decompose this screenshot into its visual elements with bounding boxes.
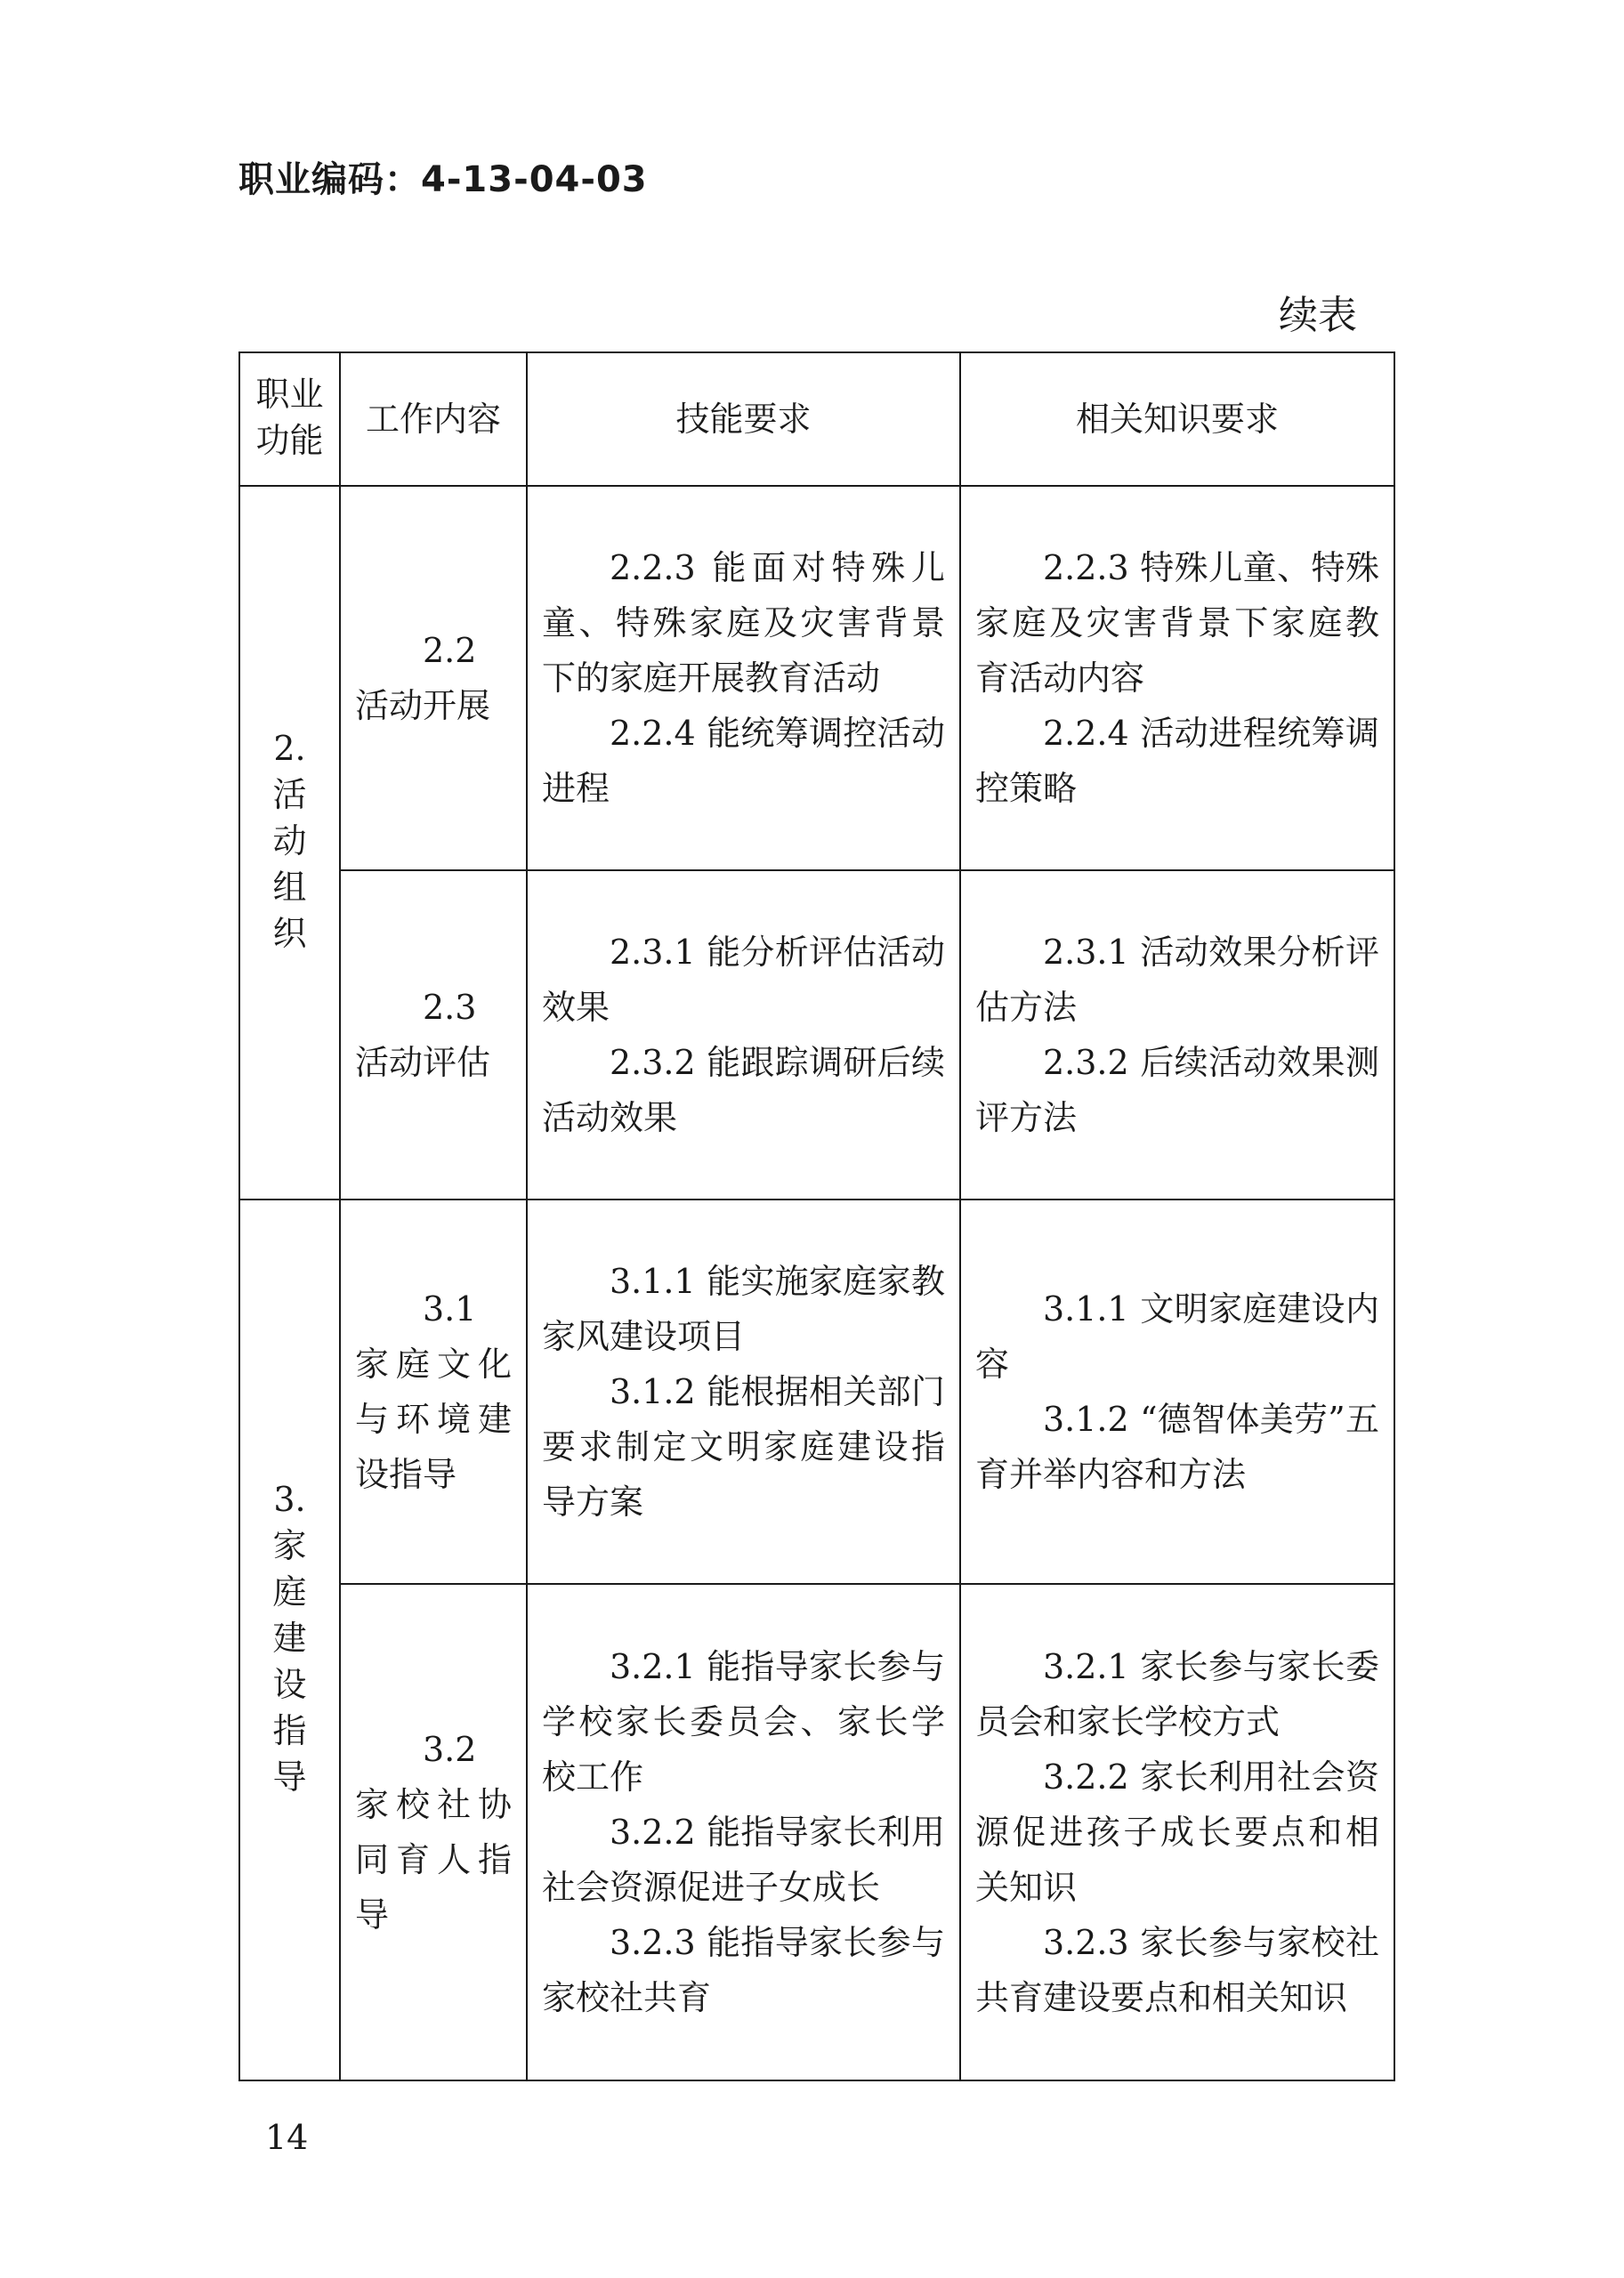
- knowledge-item: 3.1.2 “德智体美劳”五育并举内容和方法: [975, 1400, 1379, 1494]
- skill-item: 3.2.1 能指导家长参与学校家长委员会、家长学校工作: [542, 1647, 945, 1797]
- knowledge-item: 3.2.2 家长利用社会资源促进孩子成长要点和相关知识: [975, 1757, 1379, 1907]
- work-content-text: 3.2 家校社协同育人指导: [355, 1730, 512, 1935]
- skill-item: 2.2.4 能统筹调控活动进程: [542, 714, 945, 808]
- skills-table: [238, 351, 1395, 2081]
- work-content-text: 2.2 活动开展: [355, 631, 491, 725]
- knowledge-item: 3.1.1 文明家庭建设内容: [975, 1289, 1379, 1384]
- table-row: [239, 486, 1394, 870]
- knowledge-item: 3.2.3 家长参与家校社共育建设要点和相关知识: [975, 1923, 1379, 2017]
- occupation-code: 职业编码：4-13-04-03: [238, 159, 648, 200]
- skill-item: 2.2.3 能面对特殊儿童、特殊家庭及灾害背景下的家庭开展教育活动: [542, 548, 945, 698]
- knowledge-cell: [960, 486, 1394, 870]
- work-content-cell: [340, 1584, 527, 2080]
- work-content-cell: [340, 870, 527, 1200]
- function-cell: [239, 486, 340, 1200]
- skill-item: 2.3.2 能跟踪调研后续活动效果: [542, 1043, 945, 1137]
- function-label: 3. 家庭建设指导: [272, 1479, 307, 1797]
- skill-item: 3.1.2 能根据相关部门要求制定文明家庭建设指导方案: [542, 1372, 945, 1522]
- knowledge-item: 2.3.1 活动效果分析评估方法: [975, 933, 1379, 1027]
- table-header-row: [239, 352, 1394, 486]
- skills-cell: [527, 1584, 960, 2080]
- function-label: 2. 活动组织: [272, 728, 307, 953]
- skill-item: 3.2.3 能指导家长参与家校社共育: [542, 1923, 945, 2017]
- work-content-cell: [340, 486, 527, 870]
- knowledge-cell: [960, 1584, 1394, 2080]
- knowledge-item: 2.2.4 活动进程统筹调控策略: [975, 714, 1379, 808]
- table-row: [239, 870, 1394, 1200]
- skills-cell: [527, 1200, 960, 1584]
- page-number: 14: [265, 2118, 309, 2157]
- column-header-knowledge: 相关知识要求: [960, 352, 1394, 486]
- work-content-cell: [340, 1200, 527, 1584]
- function-cell: [239, 1200, 340, 2080]
- knowledge-cell: [960, 870, 1394, 1200]
- column-header-skills: 技能要求: [527, 352, 960, 486]
- skill-item: 3.1.1 能实施家庭家教家风建设项目: [542, 1262, 945, 1356]
- column-header-function: 职业功能: [239, 352, 340, 486]
- knowledge-cell: [960, 1200, 1394, 1584]
- knowledge-item: 2.2.3 特殊儿童、特殊家庭及灾害背景下家庭教育活动内容: [975, 548, 1379, 698]
- table-row: [239, 1584, 1394, 2080]
- continued-label: 续表: [1279, 293, 1357, 338]
- skill-item: 3.2.2 能指导家长利用社会资源促进子女成长: [542, 1813, 945, 1907]
- skills-cell: [527, 870, 960, 1200]
- skills-cell: [527, 486, 960, 870]
- column-header-content: 工作内容: [340, 352, 527, 486]
- work-content-text: 3.1 家庭文化与环境建设指导: [355, 1289, 512, 1494]
- skill-item: 2.3.1 能分析评估活动效果: [542, 933, 945, 1027]
- knowledge-item: 3.2.1 家长参与家长委员会和家长学校方式: [975, 1647, 1379, 1741]
- work-content-text: 2.3 活动评估: [355, 988, 491, 1082]
- knowledge-item: 2.3.2 后续活动效果测评方法: [975, 1043, 1379, 1137]
- table-row: [239, 1200, 1394, 1584]
